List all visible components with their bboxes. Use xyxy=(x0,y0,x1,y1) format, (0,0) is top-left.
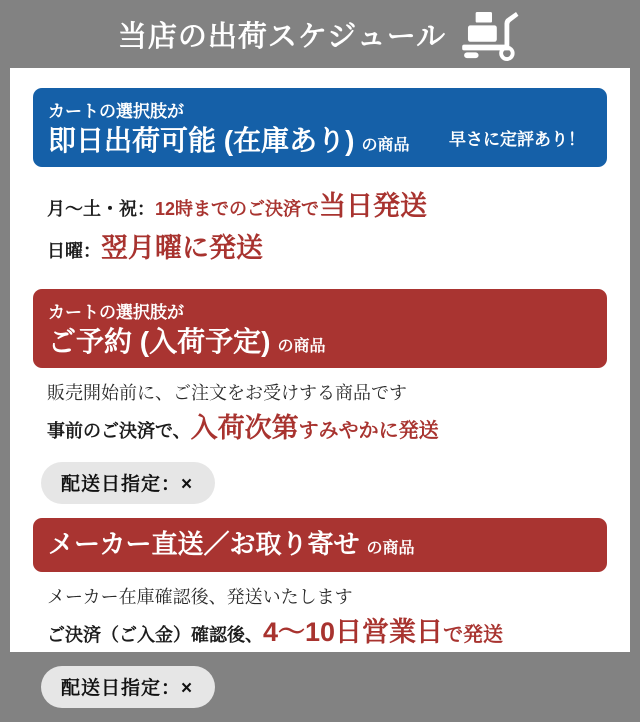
hand-truck-icon xyxy=(462,11,522,61)
banner-maker-direct-title-strong: メーカー直送／お取り寄せ xyxy=(48,529,360,560)
preorder-result-strong: 入荷次第 xyxy=(190,413,299,444)
weekday-result: 当日発送 xyxy=(319,191,428,222)
banner-maker-direct-title-suffix: の商品 xyxy=(366,540,415,558)
page-title: 当店の出荷スケジュール xyxy=(117,20,447,53)
delivery-date-badge-preorder: 配送日指定：× xyxy=(41,462,215,504)
content-panel xyxy=(10,68,630,699)
banner-maker-direct-title xyxy=(48,530,589,559)
same-day-details xyxy=(47,186,607,270)
maker-direct-info-line xyxy=(47,584,607,612)
maker-direct-details xyxy=(47,584,607,654)
preorder-condition: 事前のご決済で、 xyxy=(47,421,191,442)
banner-same-day-title-strong: 即日出荷可能 (在庫あり) xyxy=(48,125,355,156)
banner-preorder-title-strong: ご予約 (入荷予定) xyxy=(48,326,271,358)
banner-same-day-note: 早さに定評あり！ xyxy=(449,130,585,150)
preorder-info: 販売開始前に、ご注文をお受けする商品です xyxy=(47,383,407,404)
banner-maker-direct xyxy=(33,518,607,572)
delivery-date-badge-maker-direct: 配送日指定：× xyxy=(41,666,215,708)
banner-same-day xyxy=(33,88,607,167)
maker-direct-result-strong: 4〜10日営業日 xyxy=(263,617,444,648)
preorder-details xyxy=(47,380,607,450)
banner-same-day-title-suffix: の商品 xyxy=(361,137,410,154)
maker-direct-info: メーカー在庫確認後、発送いたします xyxy=(47,587,353,608)
banner-preorder xyxy=(33,289,607,368)
weekday-condition: 12時までのご決済で xyxy=(155,199,320,220)
sunday-result: 翌月曜に発送 xyxy=(101,233,263,264)
maker-direct-shipping-line xyxy=(47,612,607,654)
preorder-info-line xyxy=(47,380,607,408)
maker-direct-condition: ご決済（ご入金）確認後、 xyxy=(47,625,263,646)
weekday-label: 月〜土・祝： xyxy=(47,199,155,220)
banner-preorder-title xyxy=(48,326,589,357)
banner-preorder-title-suffix: の商品 xyxy=(277,338,326,356)
sunday-label: 日曜： xyxy=(47,241,101,262)
same-day-sunday-line xyxy=(47,228,607,270)
maker-direct-result-suffix: で発送 xyxy=(443,624,504,647)
banner-same-day-subtitle: カートの選択肢が xyxy=(48,102,184,121)
same-day-weekday-line xyxy=(47,186,607,228)
preorder-shipping-line xyxy=(47,408,607,450)
header xyxy=(0,0,640,68)
banner-preorder-subtitle: カートの選択肢が xyxy=(48,303,184,323)
preorder-result-suffix: すみやかに発送 xyxy=(298,420,439,443)
